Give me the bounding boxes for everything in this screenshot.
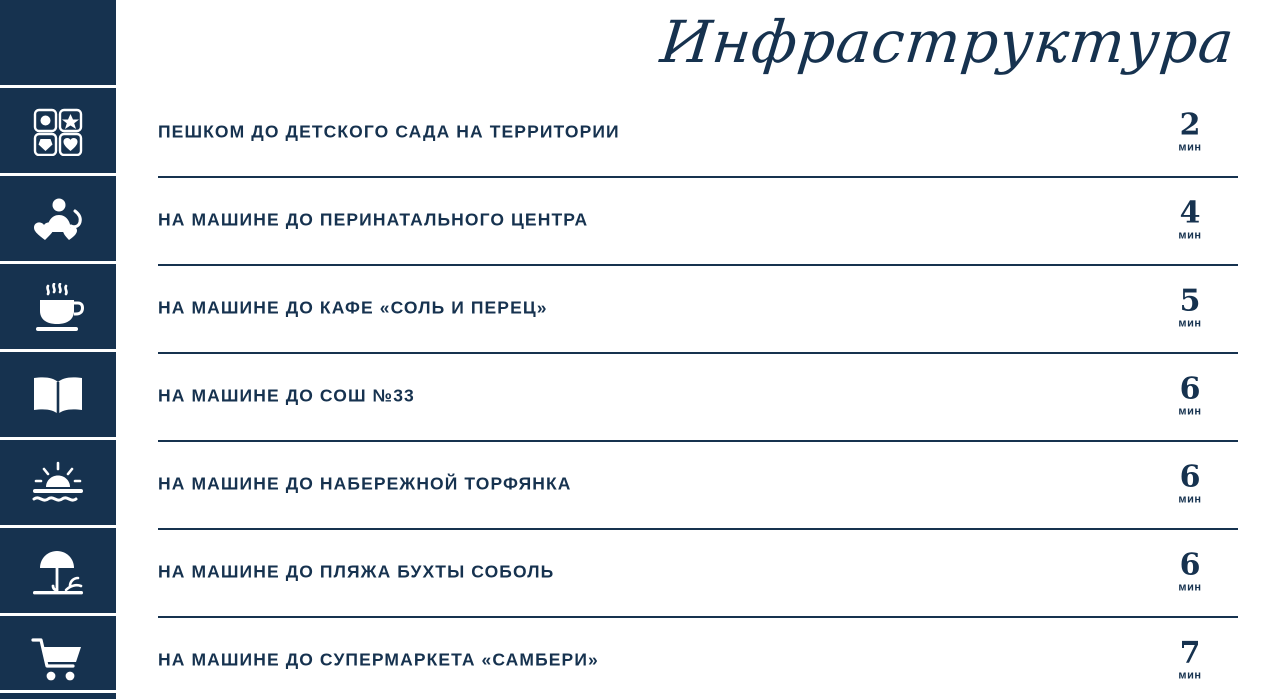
list-item-label: НА МАШИНЕ ДО НАБЕРЕЖНОЙ ТОРФЯНКА: [158, 473, 572, 494]
shopping-cart-icon: [0, 616, 116, 699]
list-item-minutes: 6: [1179, 371, 1201, 407]
list-item-unit: мин: [1178, 668, 1202, 681]
row-divider: [158, 440, 1238, 442]
list-item-minutes: 5: [1179, 283, 1201, 319]
page-title: Инфраструктура: [657, 8, 1238, 76]
list-item-unit: мин: [1178, 492, 1202, 505]
list-item: [116, 528, 1280, 616]
list-item-unit: мин: [1178, 228, 1202, 241]
list-item-value: [1160, 371, 1220, 417]
list-item-label: НА МАШИНЕ ДО СУПЕРМАРКЕТА «САМБЕРИ»: [158, 649, 599, 670]
maternity-center-icon: [0, 176, 116, 264]
row-divider: [158, 528, 1238, 530]
list-item-label: НА МАШИНЕ ДО КАФЕ «СОЛЬ И ПЕРЕЦ»: [158, 297, 548, 318]
list-item-value: [1160, 635, 1220, 681]
list-item: [116, 616, 1280, 699]
list-item-unit: мин: [1178, 316, 1202, 329]
list-item: [116, 440, 1280, 528]
list-item-minutes: 2: [1179, 107, 1201, 143]
list-item: [116, 88, 1280, 176]
list-item-minutes: 4: [1179, 195, 1201, 231]
coffee-cup-icon: [0, 264, 116, 352]
list-item-value: [1160, 459, 1220, 505]
list-item-label: НА МАШИНЕ ДО ПЕРИНАТАЛЬНОГО ЦЕНТРА: [158, 209, 589, 230]
row-divider: [158, 616, 1238, 618]
list-item-value: [1160, 195, 1220, 241]
list-item-label: НА МАШИНЕ ДО СОШ №33: [158, 385, 415, 406]
list-item-value: [1160, 283, 1220, 329]
row-divider: [158, 352, 1238, 354]
list-item-value: [1160, 107, 1220, 153]
list-item: [116, 352, 1280, 440]
playground-icon: [0, 88, 116, 176]
infrastructure-list: [116, 88, 1280, 699]
list-item-minutes: 6: [1179, 459, 1201, 495]
list-item-value: [1160, 547, 1220, 593]
list-item: [116, 264, 1280, 352]
sunset-waterfront-icon: [0, 440, 116, 528]
list-item-minutes: 6: [1179, 547, 1201, 583]
list-item-unit: мин: [1178, 140, 1202, 153]
row-divider: [158, 176, 1238, 178]
beach-umbrella-icon: [0, 528, 116, 616]
open-book-icon: [0, 352, 116, 440]
row-divider: [158, 264, 1238, 266]
list-item-unit: мин: [1178, 404, 1202, 417]
list-item-label: НА МАШИНЕ ДО ПЛЯЖА БУХТЫ СОБОЛЬ: [158, 561, 555, 582]
list-item-unit: мин: [1178, 580, 1202, 593]
list-item: [116, 176, 1280, 264]
list-item-minutes: 7: [1179, 635, 1201, 671]
list-item-label: ПЕШКОМ ДО ДЕТСКОГО САДА НА ТЕРРИТОРИИ: [158, 121, 620, 142]
